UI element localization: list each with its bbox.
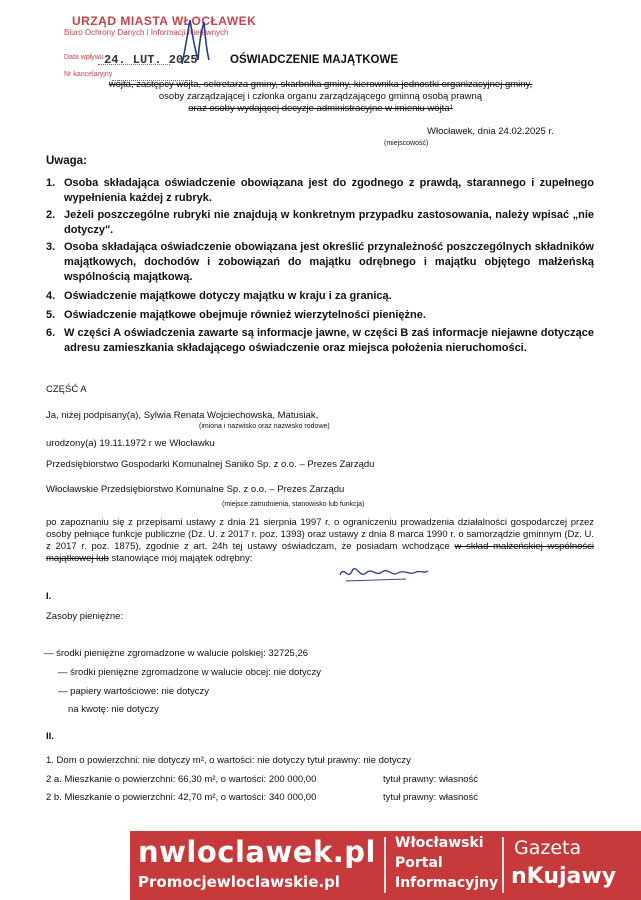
employer-1: Przedsiębiorstwo Gospodarki Komunalnej Saniko Sp. z o.o. – Prezes Zarządu xyxy=(46,459,375,470)
uwaga-item-text: W części A oświadczenia zawarte są informacje jawne, w części B zaś informacje niejawne dotyczące adresu zamieszkania składającego oświadczenie oraz miejsca położenia nieruchomości. xyxy=(64,327,594,354)
uwaga-item-number: 2. xyxy=(46,209,56,221)
uwaga-item-number: 6. xyxy=(46,327,56,339)
uwaga-item-number: 1. xyxy=(46,177,56,189)
uwaga-item xyxy=(46,289,594,304)
declaration-paragraph xyxy=(46,517,594,567)
watermark-portal-line-3: Informacyjny xyxy=(395,875,499,891)
watermark-banner xyxy=(130,831,641,900)
part-a-heading: CZĘŚĆ A xyxy=(46,384,87,395)
uwaga-item-text: Oświadczenie majątkowe obejmuje również wierzytelności pieniężne. xyxy=(64,309,426,321)
uwaga-item xyxy=(46,326,594,371)
watermark-portal-line-2: Portal xyxy=(395,855,443,871)
born-line: urodzony(a) 19.11.1972 r we Włocławku xyxy=(46,438,215,449)
stamp-date-label: Data wpływu xyxy=(64,54,104,61)
stamp-date-value: 24. LUT. 2025 xyxy=(104,53,198,67)
uwaga-item-text: Jeżeli poszczególne rubryki nie znajdują w konkretnym przypadku zastosowania, należy wpisać „nie dotyczy". xyxy=(64,209,594,236)
stamp-department: Biuro Ochrony Danych i Informacji Niejawnych xyxy=(64,28,229,37)
employer-2: Włocławskie Przedsiębiorstwo Komunalne Sp. z o.o. – Prezes Zarządu xyxy=(46,484,345,495)
property-apartment-a: 2 a. Mieszkanie o powierzchni: 66,30 m², o wartości: 200 000,00 xyxy=(46,774,317,785)
uwaga-item-text: Osoba składająca oświadczenie obowiązana jest do zgodnego z prawdą, starannego i zupełnego wypełnienia każdej z rubryk. xyxy=(64,177,594,204)
place-date: Włocławek, dnia 24.02.2025 r. xyxy=(427,126,554,137)
declaration-text: po zapoznaniu się z przepisami ustawy z dnia 21 sierpnia 1997 r. o ograniczeniu prowadzenia działalności gospodarczej przez osoby pełniące funkcje publiczne (Dz. U. z 2017 r. poz. 1393) oraz ustawy z dnia 8 marca 1990 r. o samorządzie gminnym (Dz. U. z 2017 r. poz. 1875), zgodnie z art. 24h tej ustawy oświadczam, że posiadam wchodzące xyxy=(46,517,594,552)
property-house-line: 1. Dom o powierzchni: nie dotyczy m², o wartości: nie dotyczy tytuł prawny: nie dotyczy xyxy=(46,755,411,766)
securities-amount-line: na kwotę: nie dotyczy xyxy=(68,704,159,715)
section-2-heading: II. xyxy=(46,731,54,742)
securities-line: — papiery wartościowe: nie dotyczy xyxy=(58,686,210,697)
uwaga-item-number: 5. xyxy=(46,309,56,321)
property-apartment-a-title: tytuł prawny: własność xyxy=(383,774,479,785)
stamp-ref-label: Nr kancelaryjny xyxy=(64,71,113,78)
uwaga-item xyxy=(46,208,594,238)
cash-pln-line: — środki pieniężne zgromadzone w walucie polskiej: 32725,26 xyxy=(44,648,309,659)
section-1-label: Zasoby pieniężne: xyxy=(46,611,124,622)
header-line-1: wójta, zastępcy wójta, sekretarza gminy, skarbnika gminy, kierownika jednostki organizacyjnej gminy, xyxy=(108,79,533,90)
watermark-promo: Promocjewloclawskie.pl xyxy=(138,873,340,891)
header-line-3: oraz osoby wydającej decyzje administracyjne w imieniu wójta¹ xyxy=(188,103,453,114)
watermark-divider xyxy=(502,837,504,893)
property-apartment-b-title: tytuł prawny: własność xyxy=(383,792,479,803)
signer-line: Ja, niżej podpisany(a), Sylwia Renata Wojciechowska, Matusiak, xyxy=(46,410,319,421)
declaration-end: stanowiące mój majątek odrębny: xyxy=(111,553,253,564)
watermark-nkujawy: nKujawy xyxy=(511,864,617,889)
watermark-site: nwloclawek.pl xyxy=(138,835,376,869)
uwaga-item-text: Oświadczenie majątkowe dotyczy majątku w kraju i za granicą. xyxy=(64,290,392,302)
uwaga-item-number: 3. xyxy=(46,241,56,253)
employer-label: (miejsce zatrudnienia, stanowisko lub funkcja) xyxy=(222,501,365,508)
document-title: OŚWIADCZENIE MAJĄTKOWE xyxy=(230,54,399,66)
header-line-2: osoby zarządzającej i członka organu zarządzającego gminną osobą prawną xyxy=(158,91,483,102)
cash-foreign-line: — środki pieniężne zgromadzone w walucie obcej: nie dotyczy xyxy=(58,667,321,678)
uwaga-item xyxy=(46,308,594,323)
signature-graphic xyxy=(336,561,432,585)
section-1-heading: I. xyxy=(46,591,52,602)
uwaga-item-number: 4. xyxy=(46,290,56,302)
declaration-struck-text: w skład małżeńskiej wspólności majątkowej lub xyxy=(46,541,595,564)
place-label: (miejscowość) xyxy=(384,140,429,147)
watermark-portal-line-1: Włocławski xyxy=(395,835,484,851)
signer-label: (imiona i nazwisko oraz nazwisko rodowe) xyxy=(199,423,330,430)
property-apartment-b: 2 b. Mieszkanie o powierzchni: 42,70 m², o wartości: 340 000,00 xyxy=(46,792,317,803)
uwaga-heading: Uwaga: xyxy=(46,155,87,167)
handwritten-initials-graphic xyxy=(178,16,212,66)
watermark-divider xyxy=(384,837,386,893)
uwaga-item xyxy=(46,176,594,206)
uwaga-item xyxy=(46,240,594,285)
uwaga-item-text: Osoba składająca oświadczenie obowiązana jest określić przynależność poszczególnych składników majątkowych, dochodów i zobowiązań do majątku odrębnego i majątku objętego małżeńską wspólnością majątkową. xyxy=(64,241,594,283)
stamp-office: URZĄD MIASTA WŁOCŁAWEK xyxy=(72,14,257,28)
watermark-gazeta: Gazeta xyxy=(514,837,582,859)
